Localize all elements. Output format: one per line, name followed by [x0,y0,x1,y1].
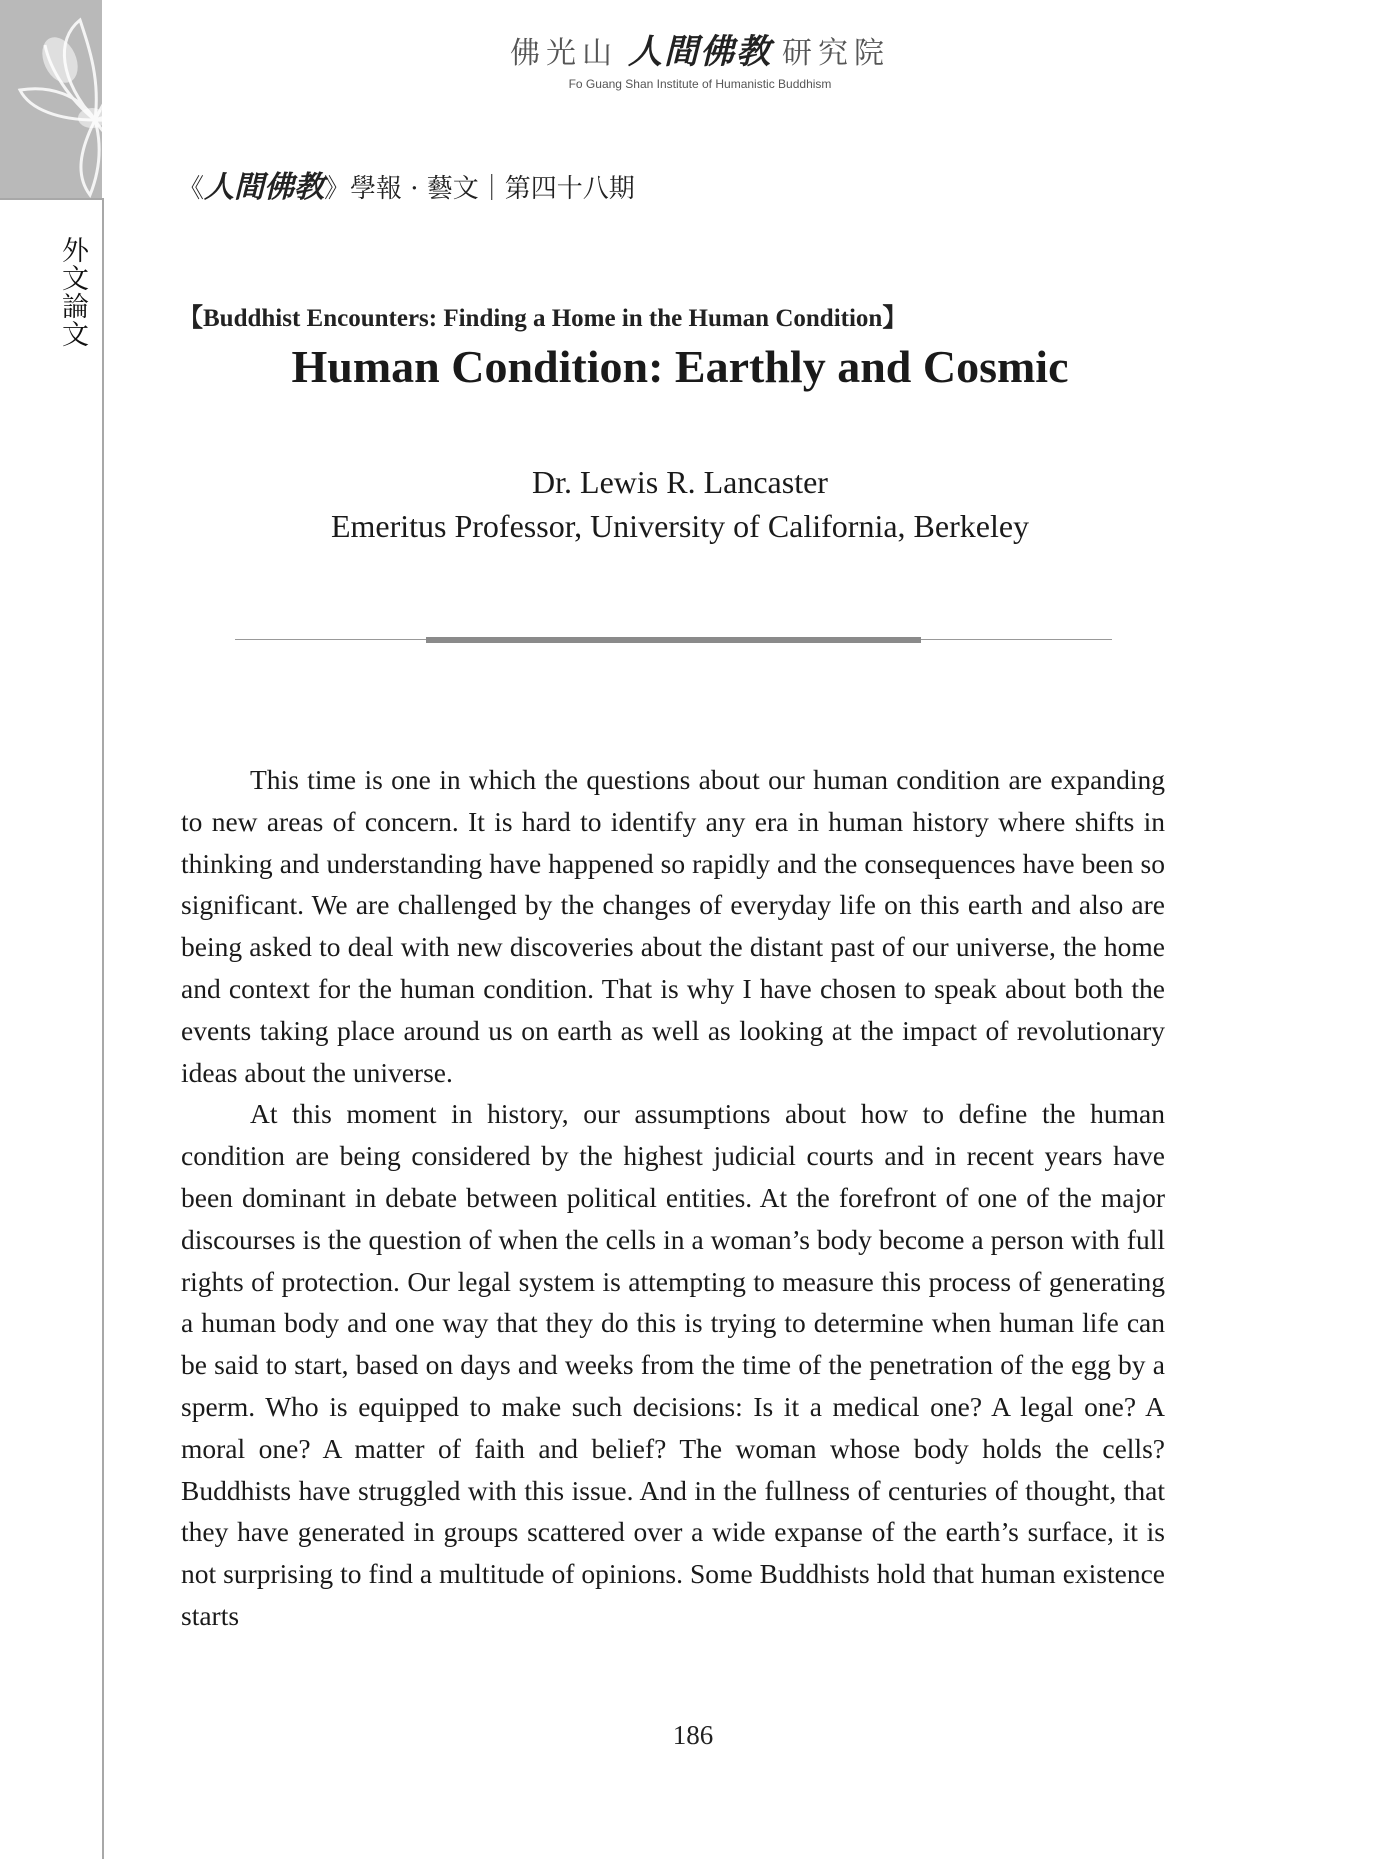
article-title: Human Condition: Earthly and Cosmic [291,341,1069,392]
divider-thick [426,637,921,643]
institute-name-zh [470,24,930,73]
journal-open-bracket: 《 [178,174,205,204]
journal-brand: 人間佛教 [204,170,325,205]
institute-name-en: Fo Guang Shan Institute of Humanistic Buddhism [568,77,832,91]
journal-issue: 》學報 · 藝文｜第四十八期 [324,174,635,204]
series-label: 【Buddhist Encounters: Finding a Home in the Human Condition】 [178,305,908,332]
lotus-flower-icon [0,0,205,205]
journal-line [178,162,635,206]
article-body [181,759,1165,1637]
page-number: 186 [672,1720,714,1750]
paragraph: At this moment in history, our assumptions about how to define the human condition are being considered by the highest judicial courts and in recent years have been dominant in debate between political entities. At the forefront of one of the major discourses is the question of when the cells in a woman’s body become a person with full rights of protection. Our legal system is attempting to measure this process of generating a human body and one way that they do this is trying to determine when human life can be said to start, based on days and weeks from the time of the penetration of the egg by a sperm. Who is equipped to make such decisions: Is it a medical one? A legal one? A moral one? A matter of faith and belief? The woman whose body holds the cells? Buddhists have struggled with this issue. And in the fullness of centuries of thought, that they have generated in groups scattered over a wide expanse of the earth’s surface, it is not surprising to find a multitude of opinions. Some Buddhists hold that human existence starts [181,1098,1165,1631]
section-label: 外文論文 [57,236,88,348]
author-block [180,460,1180,548]
author-affiliation: Emeritus Professor, University of California, Berkeley [330,508,1030,544]
institute-brand: 人間佛教 [628,32,772,72]
author-name: Dr. Lewis R. Lancaster [532,464,828,500]
institute-prefix: 佛光山 [510,36,618,71]
paragraph: This time is one in which the questions about our human condition are expanding to new areas of concern. It is hard to identify any era in human history where shifts in thinking and understanding have happened so rapidly and the consequences have been so significant. We are challenged by the changes of everyday life on this earth and also are being asked to deal with new discoveries about the distant past of our universe, the home and context for the human condition. That is why I have chosen to speak about both the events taking place around us on earth as well as looking at the impact of revolutionary ideas about the universe. [181,764,1165,1088]
side-divider [102,198,104,1859]
institute-header [470,24,930,91]
side-divider-top [0,198,104,200]
institute-suffix: 研究院 [782,36,890,71]
